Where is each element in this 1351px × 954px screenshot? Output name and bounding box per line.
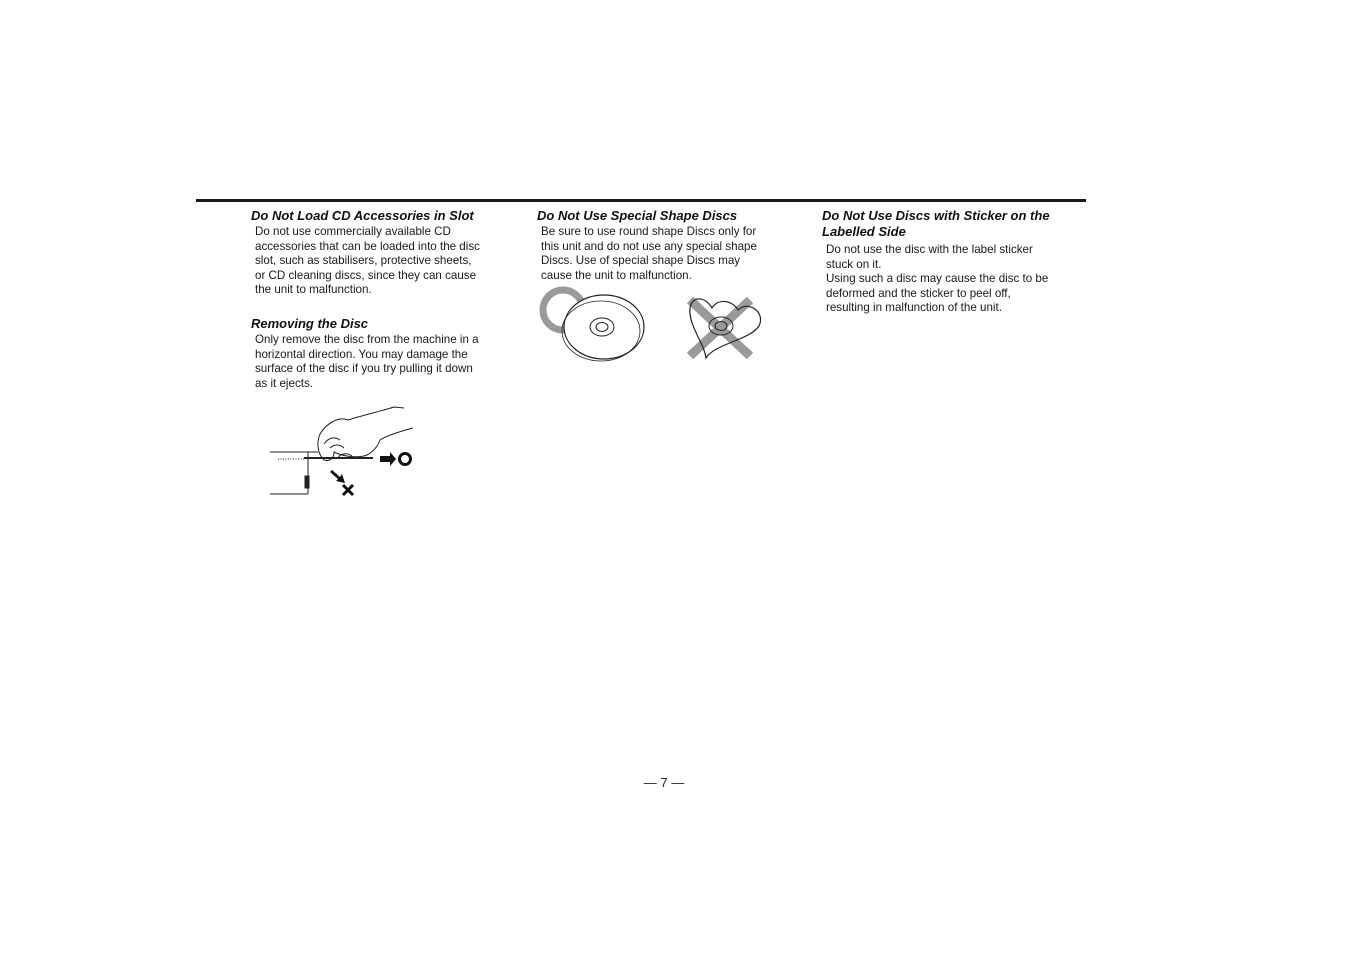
column-right <box>822 208 1084 316</box>
top-rule <box>196 199 1086 202</box>
heading-sticker: Do Not Use Discs with Sticker on the Labelled Side <box>822 208 1050 239</box>
column-left <box>251 208 513 391</box>
body-removing: Only remove the disc from the machine in a horizontal direction. You may damage the surface of the disc if you try pulling it down as it ejects. <box>255 332 479 390</box>
page-number: — 7 — <box>643 775 685 790</box>
heart-disc-ng <box>690 299 761 358</box>
ok-circle-icon <box>400 454 411 465</box>
round-disc-ok <box>543 290 644 361</box>
ng-direction-marker <box>330 470 353 495</box>
ok-direction-marker <box>380 452 411 466</box>
column-middle <box>537 208 799 283</box>
body-sticker: Do not use the disc with the label sticker stuck on it. Using such a disc may cause the disc to be deformed and the sticker to peel off, resulting in malfunction of the unit. <box>826 243 1049 315</box>
hand-drawing <box>318 407 413 461</box>
unit-slot-drawing <box>270 452 373 494</box>
body-accessories: Do not use commercially available CD accessories that can be loaded into the disc slot, such as stabilisers, protective sheets, or CD cleaning discs, since they can cause the unit to malfunction. <box>255 225 480 297</box>
heading-removing: Removing the Disc <box>251 315 369 331</box>
arrow-right-icon <box>380 452 396 466</box>
heading-special-shape: Do Not Use Special Shape Discs <box>537 208 738 223</box>
body-special-shape: Be sure to use round shape Discs only for this unit and do not use any special shape Discs. Use of special shape Discs may cause the unit to malfunction. <box>541 225 757 282</box>
heading-accessories: Do Not Load CD Accessories in Slot <box>251 208 474 223</box>
disc-shape-illustration <box>538 286 768 362</box>
removing-disc-illustration <box>268 404 418 500</box>
arrow-down-right-icon <box>330 470 345 483</box>
ng-cross-icon <box>343 485 353 495</box>
